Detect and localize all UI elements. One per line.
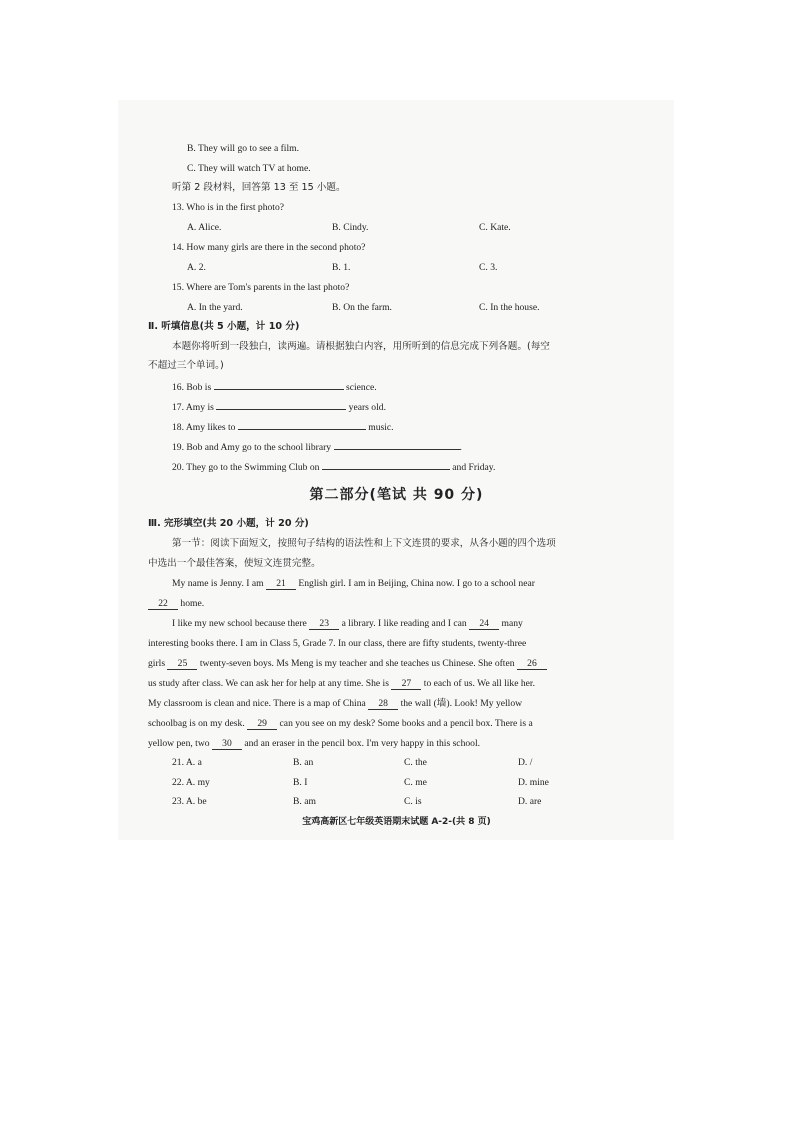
fill-item-17	[172, 400, 386, 414]
q13-option-c: C. Kate.	[479, 222, 511, 233]
section-3-title: Ⅲ. 完形填空(共 20 小题，计 20 分)	[148, 518, 309, 529]
section-3-instruction-1: 第一节：阅读下面短文，按照句子结构的语法性和上下文连贯的要求，从各小题的四个选项	[172, 538, 556, 549]
q23-option-d: D. are	[518, 796, 542, 807]
fill-item-16	[172, 380, 377, 394]
fill-16-suffix: science.	[346, 382, 377, 393]
fill-16-blank[interactable]	[214, 380, 344, 390]
passage-text: us study after class. We can ask her for help at any time. She is	[148, 678, 389, 689]
passage-text: I like my new school because there	[172, 618, 307, 629]
passage-text: My classroom is clean and nice. There is a map of China	[148, 698, 366, 709]
section-3-instruction-2: 中选出一个最佳答案，使短文连贯完整。	[148, 558, 321, 569]
option-c-text: C. They will watch TV at home.	[187, 163, 311, 174]
q14-option-c: C. 3.	[479, 262, 498, 273]
passage-text: and an eraser in the pencil box. I'm very happy in this school.	[244, 738, 481, 749]
cloze-blank-25[interactable]: 25	[167, 658, 197, 670]
passage-line-6	[148, 678, 535, 690]
cloze-blank-26[interactable]: 26	[517, 658, 547, 670]
q21-option-c: C. the	[404, 757, 427, 768]
cloze-blank-30[interactable]: 30	[212, 738, 242, 750]
q21-option-d: D. /	[518, 757, 533, 768]
material-2-intro: 听第 2 段材料，回答第 13 至 15 小题。	[172, 182, 346, 193]
q13-option-a: A. Alice.	[187, 222, 222, 233]
fill-18-suffix: music.	[368, 422, 394, 433]
fill-20-suffix: and Friday.	[452, 462, 496, 473]
fill-18-prefix: 18. Amy likes to	[172, 422, 236, 433]
passage-line-8	[148, 718, 533, 730]
passage-line-5	[148, 658, 547, 670]
question-13: 13. Who is in the first photo?	[172, 202, 285, 213]
q15-option-c: C. In the house.	[479, 302, 540, 313]
passage-line-2	[148, 598, 204, 610]
q22-option-c: C. me	[404, 777, 427, 788]
fill-19-blank[interactable]	[334, 440, 460, 450]
section-2-instruction-2: 不超过三个单词。)	[148, 360, 224, 371]
q13-option-b: B. Cindy.	[332, 222, 369, 233]
passage-line-1	[172, 578, 535, 590]
passage-line-3	[172, 618, 523, 630]
section-2-instruction-1: 本题你将听到一段独白，读两遍。请根据独白内容，用所听到的信息完成下列各题。(每空	[172, 341, 550, 352]
q15-option-b: B. On the farm.	[332, 302, 392, 313]
passage-text: English girl. I am in Beijing, China now. I go to a school near	[298, 578, 535, 589]
q23-option-a: 23. A. be	[172, 796, 207, 807]
passage-line-7	[148, 698, 522, 710]
cloze-blank-21[interactable]: 21	[266, 578, 296, 590]
section-2-title: Ⅱ. 听填信息(共 5 小题，计 10 分)	[148, 321, 300, 332]
passage-line-4: interesting books there. I am in Class 5, Grade 7. In our class, there are fifty students, twenty-three	[148, 638, 527, 649]
passage-text: a library. I like reading and I can	[341, 618, 467, 629]
fill-20-blank[interactable]	[322, 460, 450, 470]
q23-option-c: C. is	[404, 796, 422, 807]
cloze-blank-28[interactable]: 28	[368, 698, 398, 710]
q15-option-a: A. In the yard.	[187, 302, 243, 313]
question-15: 15. Where are Tom's parents in the last photo?	[172, 282, 350, 293]
q14-option-a: A. 2.	[187, 262, 206, 273]
part-2-title: 第二部分(笔试 共 90 分)	[309, 487, 484, 503]
passage-text: yellow pen, two	[148, 738, 210, 749]
page-footer: 宝鸡高新区七年级英语期末试题 A-2-(共 8 页)	[302, 817, 491, 827]
cloze-blank-22[interactable]: 22	[148, 598, 178, 610]
fill-17-prefix: 17. Amy is	[172, 402, 214, 413]
q22-option-d: D. mine	[518, 777, 549, 788]
q21-option-a: 21. A. a	[172, 757, 202, 768]
q23-option-b: B. am	[293, 796, 316, 807]
q14-option-b: B. 1.	[332, 262, 351, 273]
q21-option-b: B. an	[293, 757, 314, 768]
q22-option-a: 22. A. my	[172, 777, 210, 788]
passage-text: the wall (墙). Look! My yellow	[400, 698, 523, 709]
cloze-blank-23[interactable]: 23	[309, 618, 339, 630]
cloze-blank-27[interactable]: 27	[391, 678, 421, 690]
option-b-text: B. They will go to see a film.	[187, 143, 300, 154]
cloze-blank-24[interactable]: 24	[469, 618, 499, 630]
passage-text: can you see on my desk? Some books and a pencil box. There is a	[279, 718, 533, 729]
question-14: 14. How many girls are there in the second photo?	[172, 242, 366, 253]
passage-text: My name is Jenny. I am	[172, 578, 264, 589]
passage-line-9	[148, 738, 480, 750]
fill-19-prefix: 19. Bob and Amy go to the school library	[172, 442, 332, 453]
cloze-blank-29[interactable]: 29	[247, 718, 277, 730]
passage-text: to each of us. We all like her.	[423, 678, 535, 689]
fill-item-20	[172, 460, 495, 474]
passage-text: girls	[148, 658, 166, 669]
passage-text: twenty-seven boys. Ms Meng is my teacher and she teaches us Chinese. She often	[199, 658, 515, 669]
fill-17-blank[interactable]	[216, 400, 346, 410]
passage-text: many	[501, 618, 523, 629]
passage-text: schoolbag is on my desk.	[148, 718, 245, 729]
fill-16-prefix: 16. Bob is	[172, 382, 212, 393]
passage-text: home.	[180, 598, 205, 609]
fill-17-suffix: years old.	[348, 402, 386, 413]
fill-item-19	[172, 440, 462, 454]
fill-item-18	[172, 420, 394, 434]
fill-18-blank[interactable]	[238, 420, 366, 430]
fill-20-prefix: 20. They go to the Swimming Club on	[172, 462, 320, 473]
fill-19-suffix: .	[459, 442, 462, 453]
q22-option-b: B. I	[293, 777, 308, 788]
